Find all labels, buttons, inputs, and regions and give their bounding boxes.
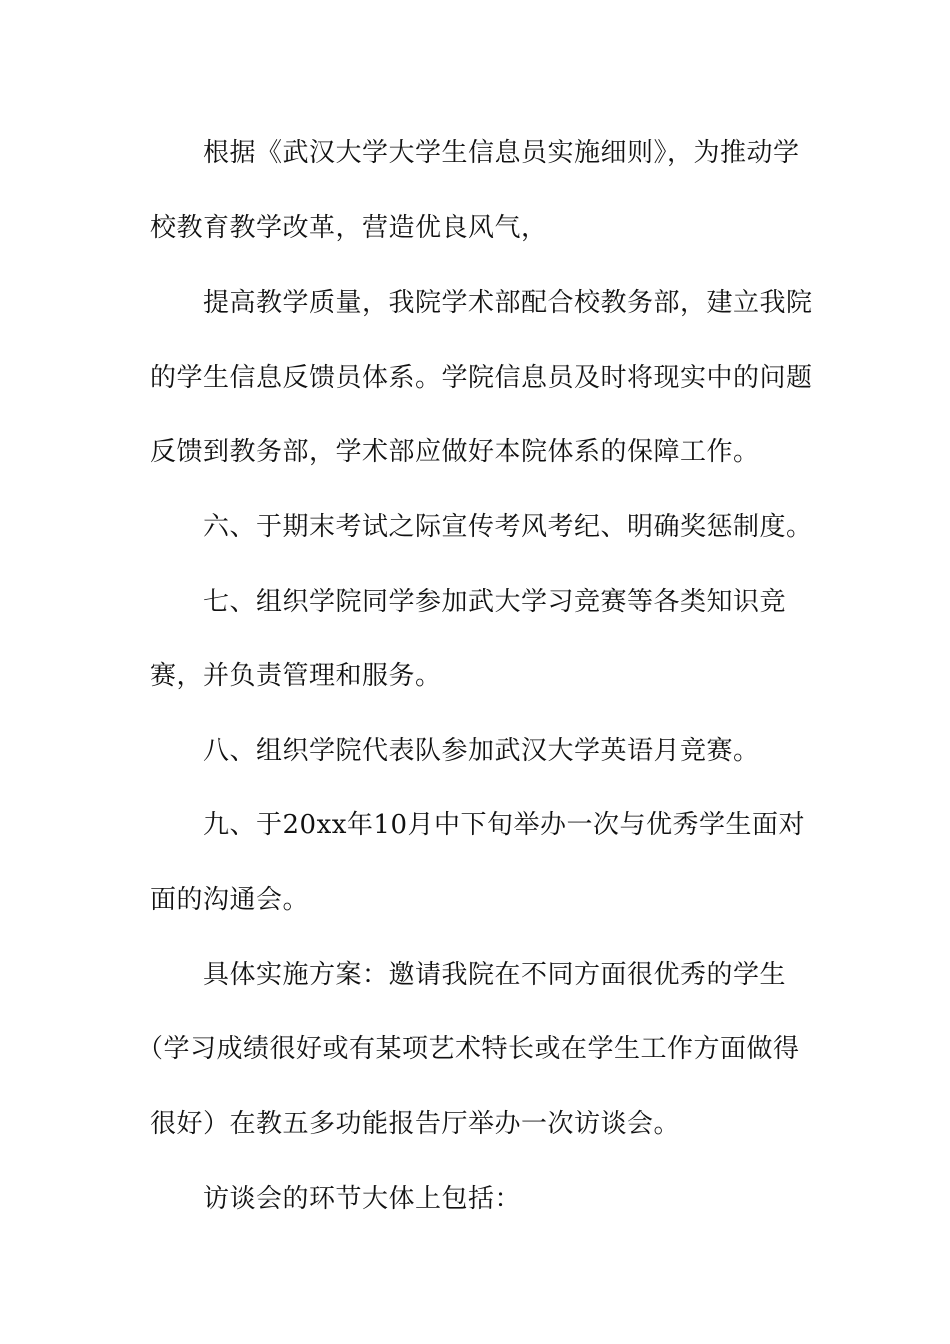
paragraph-line: 赛，并负责管理和服务。 — [150, 661, 442, 691]
paragraph-line: 根据《武汉大学大学生信息员实施细则》，为推动学 — [203, 138, 800, 168]
paragraph-line: 八、组织学院代表队参加武汉大学英语月竞赛。 — [203, 736, 760, 766]
paragraph-line: 很好）在教五多功能报告厅举办一次访谈会。 — [150, 1109, 681, 1139]
paragraph-line: 的学生信息反馈员体系。学院信息员及时将现实中的问题 — [150, 363, 813, 393]
paragraph-line: 反馈到教务部，学术部应做好本院体系的保障工作。 — [150, 437, 760, 467]
paragraph-line: 七、组织学院同学参加武大学习竞赛等各类知识竞 — [203, 587, 787, 617]
paragraph-line: 面的沟通会。 — [150, 885, 310, 915]
paragraph-line: 九、于20xx年10月中下旬举办一次与优秀学生面对 — [203, 810, 805, 840]
paragraph-line: 六、于期末考试之际宣传考风考纪、明确奖惩制度。 — [203, 512, 813, 542]
paragraph-line: 具体实施方案：邀请我院在不同方面很优秀的学生 — [203, 960, 787, 990]
paragraph-line: （学习成绩很好或有某项艺术特长或在学生工作方面做得 — [137, 1034, 800, 1064]
paragraph-line: 访谈会的环节大体上包括： — [203, 1184, 522, 1214]
paragraph-line: 校教育教学改革，营造优良风气， — [150, 213, 548, 243]
paragraph-line: 提高教学质量，我院学术部配合校教务部，建立我院 — [203, 288, 813, 318]
